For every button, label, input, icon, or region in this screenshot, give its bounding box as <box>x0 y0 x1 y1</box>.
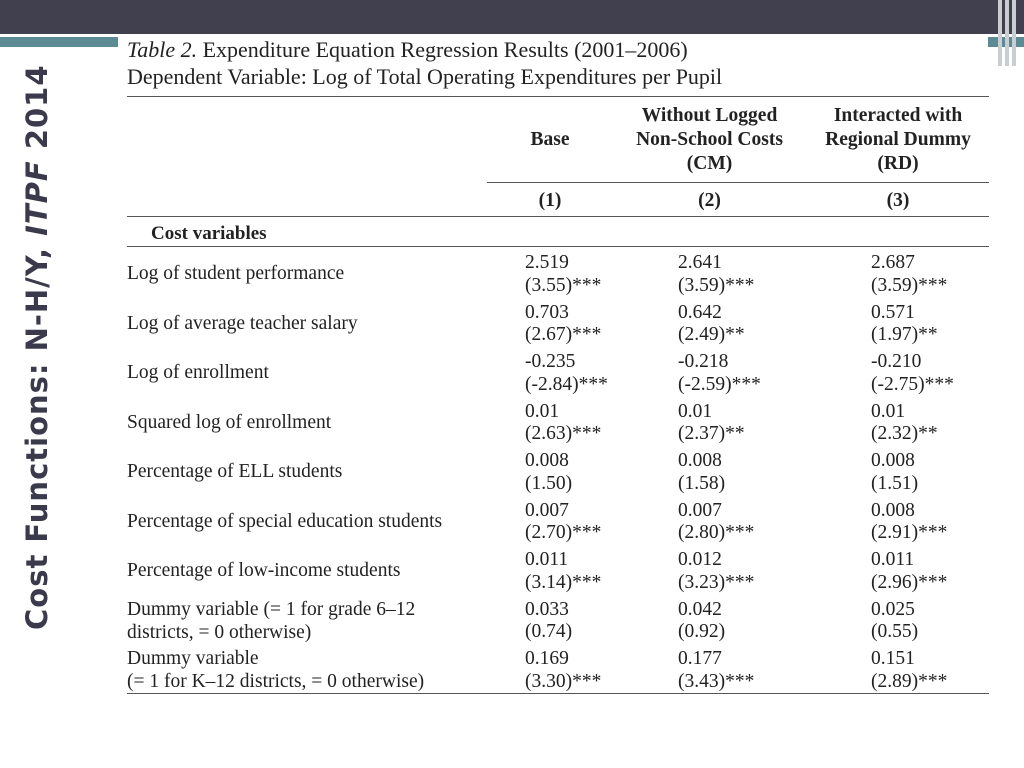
t-statistic-value: (2.80)*** <box>678 522 755 543</box>
column-number-1: (1) <box>538 190 562 211</box>
table-cell-col1 <box>525 351 608 396</box>
coefficient-value: 0.151 <box>871 648 915 669</box>
slide-decorative-stripes <box>998 0 1016 66</box>
t-statistic-value: (3.59)*** <box>871 274 948 296</box>
column-header-3-line-2: Regional Dummy <box>825 129 971 150</box>
coefficient-value: 0.012 <box>678 549 722 570</box>
table-cell-col1 <box>525 500 601 545</box>
table-cell-col3 <box>871 648 947 693</box>
table-title-block <box>127 36 722 90</box>
row-label <box>127 361 269 384</box>
slide-accent-bar-left <box>0 37 118 47</box>
table-row <box>0 250 1024 300</box>
row-label-line: Log of average teacher salary <box>127 312 358 334</box>
row-label-line: Squared log of enrollment <box>127 411 332 433</box>
column-number-3: (3) <box>886 190 910 211</box>
table-cell-col1 <box>525 450 572 495</box>
column-number-2: (2) <box>698 190 721 211</box>
table-cell-col1 <box>525 549 601 594</box>
table-cell-col3 <box>871 351 954 396</box>
side-title-main: Cost Functions: N-H/Y, <box>20 235 54 630</box>
coefficient-value: -0.218 <box>678 351 729 372</box>
column-header-3-line-3: (RD) <box>877 153 919 174</box>
row-label-line: (= 1 for K–12 districts, = 0 otherwise) <box>127 671 425 692</box>
column-header-2-line-2: Non-School Costs <box>636 129 783 150</box>
table-row <box>0 498 1024 548</box>
row-label <box>127 411 331 434</box>
table-cell-col3 <box>871 302 938 347</box>
table-cell-col3 <box>871 549 947 594</box>
coefficient-value: 0.007 <box>678 499 722 521</box>
row-label <box>127 312 358 335</box>
table-row <box>0 646 1024 696</box>
t-statistic-value: (1.50) <box>525 472 573 494</box>
t-statistic-value: (3.23)*** <box>678 571 755 593</box>
table-cell-col3 <box>871 500 947 545</box>
table-cell-col1 <box>525 252 601 297</box>
table-cell-col1 <box>525 648 601 693</box>
coefficient-value: 0.042 <box>678 598 722 620</box>
side-title-italic: ITPF <box>20 160 54 236</box>
coefficient-value: 0.033 <box>525 598 569 620</box>
table-rule-bottom <box>127 693 989 694</box>
section-label-cost-variables: Cost variables <box>151 223 267 244</box>
row-label <box>127 460 342 483</box>
coefficient-value: 0.008 <box>678 450 722 471</box>
coefficient-value: 2.519 <box>525 252 569 273</box>
t-statistic-value: (3.43)*** <box>678 670 755 692</box>
coefficient-value: 0.025 <box>871 598 915 620</box>
t-statistic-value: (3.14)*** <box>525 571 602 593</box>
table-row <box>0 547 1024 597</box>
t-statistic-value: (1.51) <box>871 472 919 494</box>
coefficient-value: 0.01 <box>871 400 906 422</box>
t-statistic-value: (-2.75)*** <box>871 373 954 395</box>
table-cell-col1 <box>525 302 601 347</box>
table-row <box>0 300 1024 350</box>
row-label-line: Log of student performance <box>127 263 345 284</box>
column-header-2 <box>612 104 807 176</box>
t-statistic-value: (-2.84)*** <box>525 373 608 395</box>
row-label <box>127 262 344 285</box>
table-cell-col2 <box>678 648 754 693</box>
table-rule-columns <box>127 216 989 217</box>
table-cell-col3 <box>871 599 918 644</box>
t-statistic-value: (3.30)*** <box>525 670 602 692</box>
t-statistic-value: (2.63)*** <box>525 423 602 444</box>
table-row <box>0 597 1024 647</box>
table-title-prefix: Table 2. <box>127 37 198 62</box>
table-cell-col3 <box>871 401 938 446</box>
row-label-line: Dummy variable (= 1 for grade 6–12 <box>127 598 416 620</box>
row-label <box>127 559 400 582</box>
column-header-3 <box>808 104 988 176</box>
column-header-3-line-1: Interacted with <box>833 105 963 126</box>
column-header-2-line-1: Without Logged <box>641 105 778 126</box>
table-cell-col3 <box>871 450 918 495</box>
table-subtitle: Dependent Variable: Log of Total Operating Expenditures per Pupil <box>127 64 723 89</box>
table-cell-col2 <box>678 302 745 347</box>
table-row <box>0 448 1024 498</box>
t-statistic-value: (2.89)*** <box>871 670 948 692</box>
t-statistic-value: (2.91)*** <box>871 522 948 543</box>
coefficient-value: 0.008 <box>871 499 915 521</box>
table-cell-col2 <box>678 549 754 594</box>
table-row <box>0 349 1024 399</box>
row-label <box>127 598 415 644</box>
t-statistic-value: (0.74) <box>525 621 573 642</box>
table-rule-top <box>127 96 989 97</box>
coefficient-value: -0.235 <box>525 351 576 372</box>
column-header-1-line-1: Base <box>530 129 570 150</box>
table-row <box>0 399 1024 449</box>
coefficient-value: 0.01 <box>678 400 713 422</box>
row-label-line: Percentage of special education students <box>127 510 443 532</box>
row-label <box>127 647 424 693</box>
table-title-rest: Expenditure Equation Regression Results (2001–2006) <box>197 37 688 62</box>
table-title <box>127 36 722 63</box>
row-label-line: Dummy variable <box>127 648 259 669</box>
coefficient-value: 0.01 <box>525 400 560 422</box>
coefficient-value: 0.169 <box>525 648 569 669</box>
coefficient-value: 0.008 <box>525 450 569 471</box>
coefficient-value: 2.641 <box>678 252 722 273</box>
coefficient-value: 0.642 <box>678 301 722 323</box>
coefficient-value: -0.210 <box>871 351 922 372</box>
t-statistic-value: (2.37)** <box>678 423 745 444</box>
t-statistic-value: (2.49)** <box>678 324 745 345</box>
coefficient-value: 0.008 <box>871 450 915 471</box>
coefficient-value: 0.177 <box>678 648 722 669</box>
row-label-line: Log of enrollment <box>127 362 269 383</box>
t-statistic-value: (2.67)*** <box>525 324 602 345</box>
t-statistic-value: (0.92) <box>678 621 726 642</box>
t-statistic-value: (3.55)*** <box>525 274 602 296</box>
table-cell-col2 <box>678 401 745 446</box>
t-statistic-value: (2.96)*** <box>871 571 948 593</box>
table-cell-col1 <box>525 401 601 446</box>
side-title-year: 2014 <box>20 64 54 161</box>
t-statistic-value: (1.97)** <box>871 324 938 345</box>
t-statistic-value: (1.58) <box>678 472 726 494</box>
row-label-line: Percentage of low-income students <box>127 560 401 581</box>
table-cell-col1 <box>525 599 572 644</box>
table-cell-col3 <box>871 252 947 297</box>
column-header-1 <box>495 128 605 152</box>
coefficient-value: 2.687 <box>871 252 915 273</box>
table-rule-header <box>487 182 989 183</box>
coefficient-value: 0.007 <box>525 499 569 521</box>
row-label <box>127 510 442 533</box>
coefficient-value: 0.011 <box>525 549 569 570</box>
t-statistic-value: (-2.59)*** <box>678 373 761 395</box>
t-statistic-value: (2.32)** <box>871 423 938 444</box>
coefficient-value: 0.571 <box>871 301 915 323</box>
coefficient-value: 0.011 <box>871 549 915 570</box>
t-statistic-value: (3.59)*** <box>678 274 755 296</box>
row-label-line: Percentage of ELL students <box>127 461 343 482</box>
coefficient-value: 0.703 <box>525 301 569 323</box>
row-label-line: districts, = 0 otherwise) <box>127 621 312 643</box>
column-header-2-line-3: (CM) <box>686 153 733 174</box>
table-rule-section <box>127 246 989 247</box>
table-cell-col2 <box>678 450 725 495</box>
t-statistic-value: (2.70)*** <box>525 522 602 543</box>
table-cell-col2 <box>678 500 754 545</box>
t-statistic-value: (0.55) <box>871 621 919 642</box>
slide-top-bar <box>0 0 1024 34</box>
table-cell-col2 <box>678 351 761 396</box>
table-cell-col2 <box>678 252 754 297</box>
table-cell-col2 <box>678 599 725 644</box>
